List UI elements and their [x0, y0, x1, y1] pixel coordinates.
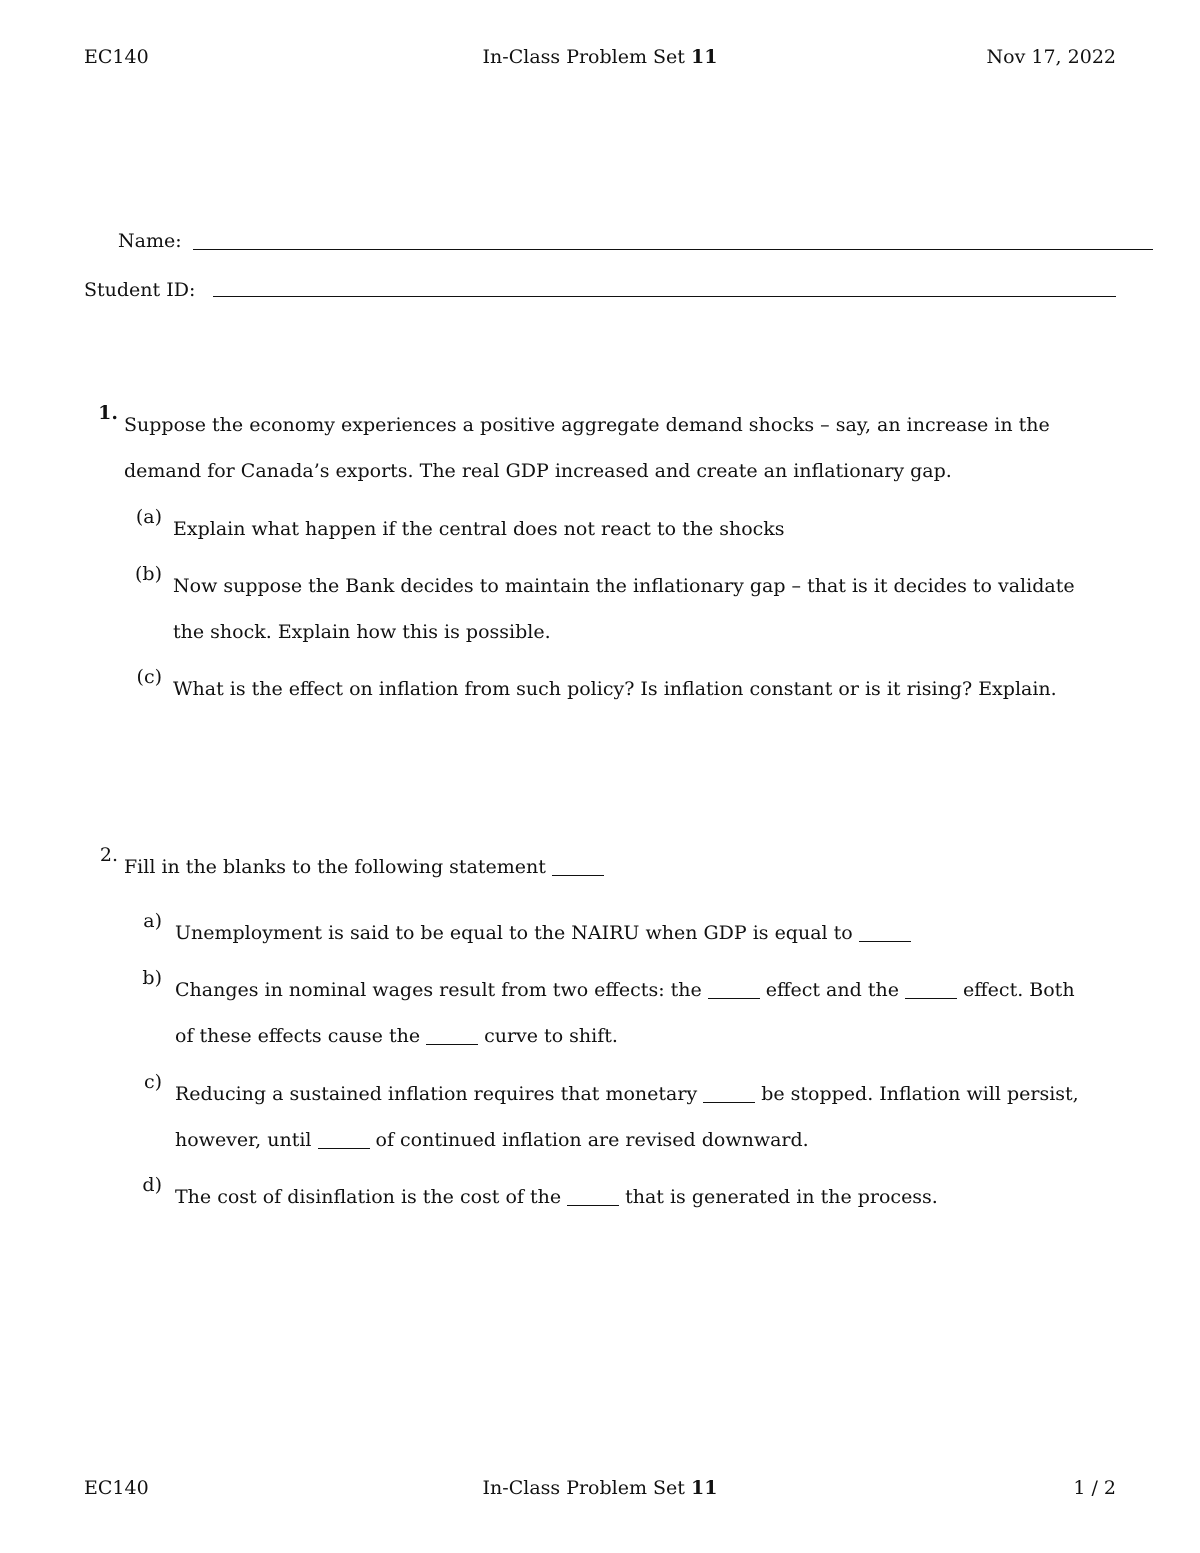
question-2-intro-text: Fill in the blanks to the following statement: [124, 856, 546, 878]
question-1c-label: (c): [136, 666, 162, 688]
question-2b-t1: Changes in nominal wages result from two effects: the: [175, 979, 702, 1001]
question-1-line-1: Suppose the economy experiences a positive aggregate demand shocks – say, an increase in the: [124, 414, 1050, 436]
question-1b-label: (b): [135, 563, 162, 585]
question-2a-text: [175, 910, 917, 956]
question-2a-label: a): [143, 910, 162, 932]
question-2b-label: b): [142, 967, 162, 989]
question-2-intro: [124, 844, 610, 890]
blank[interactable]: [703, 1102, 755, 1103]
header-course: EC140: [84, 46, 149, 68]
question-1a-text: Explain what happen if the central does not react to the shocks: [173, 518, 785, 540]
blank[interactable]: [708, 998, 760, 999]
question-2b-t4: of these effects cause the: [175, 1025, 421, 1047]
question-2d-text: [175, 1174, 938, 1220]
header-title-number: 11: [690, 46, 718, 68]
question-2c-line-2: [175, 1117, 809, 1163]
question-2b-t3: effect. Both: [962, 979, 1075, 1001]
name-label: Name:: [118, 230, 182, 252]
header-title-prefix: In-Class Problem Set: [482, 46, 691, 68]
question-2-number: 2.: [99, 844, 118, 866]
question-1c-text: What is the effect on inflation from such policy? Is inflation constant or is it rising? Explain.: [173, 678, 1057, 700]
question-2b-t5: curve to shift.: [484, 1025, 618, 1047]
footer-course: EC140: [84, 1477, 149, 1499]
question-2c-t4: of continued inflation are revised downward.: [375, 1129, 809, 1151]
question-2b-line-2: [175, 1013, 618, 1059]
question-2c-t2: be stopped. Inflation will persist,: [761, 1083, 1079, 1105]
question-1-number: 1.: [98, 402, 118, 424]
blank[interactable]: [905, 998, 957, 999]
footer-title-number: 11: [690, 1477, 718, 1499]
question-2c-t3: however, until: [175, 1129, 312, 1151]
question-2c-label: c): [143, 1071, 162, 1093]
question-2b-t2: effect and the: [765, 979, 899, 1001]
blank[interactable]: [567, 1205, 619, 1206]
question-1a-label: (a): [135, 506, 162, 528]
question-2d-t1: The cost of disinflation is the cost of the: [175, 1186, 562, 1208]
blank[interactable]: [859, 941, 911, 942]
blank[interactable]: [318, 1148, 370, 1149]
question-2c-line-1: [175, 1071, 1079, 1117]
question-1b-line-2: the shock. Explain how this is possible.: [173, 621, 551, 643]
student-id-field[interactable]: [213, 296, 1116, 297]
footer-title-prefix: In-Class Problem Set: [482, 1477, 691, 1499]
question-2d-t2: that is generated in the process.: [625, 1186, 938, 1208]
question-2b-line-1: [175, 967, 1075, 1013]
footer-title: [0, 1477, 1200, 1499]
header-date: Nov 17, 2022: [986, 46, 1116, 68]
blank[interactable]: [426, 1044, 478, 1045]
blank[interactable]: [552, 875, 604, 876]
question-1b-line-1: Now suppose the Bank decides to maintain the inflationary gap – that is it decides to validate: [173, 575, 1075, 597]
question-2a-t1: Unemployment is said to be equal to the NAIRU when GDP is equal to: [175, 922, 853, 944]
question-2d-label: d): [142, 1174, 162, 1196]
name-field[interactable]: [193, 249, 1153, 250]
footer-page-number: 1 / 2: [1073, 1477, 1116, 1499]
question-1-line-2: demand for Canada’s exports. The real GDP increased and create an inflationary gap.: [124, 460, 952, 482]
question-2c-t1: Reducing a sustained inflation requires that monetary: [175, 1083, 698, 1105]
student-id-label: Student ID:: [84, 279, 196, 301]
